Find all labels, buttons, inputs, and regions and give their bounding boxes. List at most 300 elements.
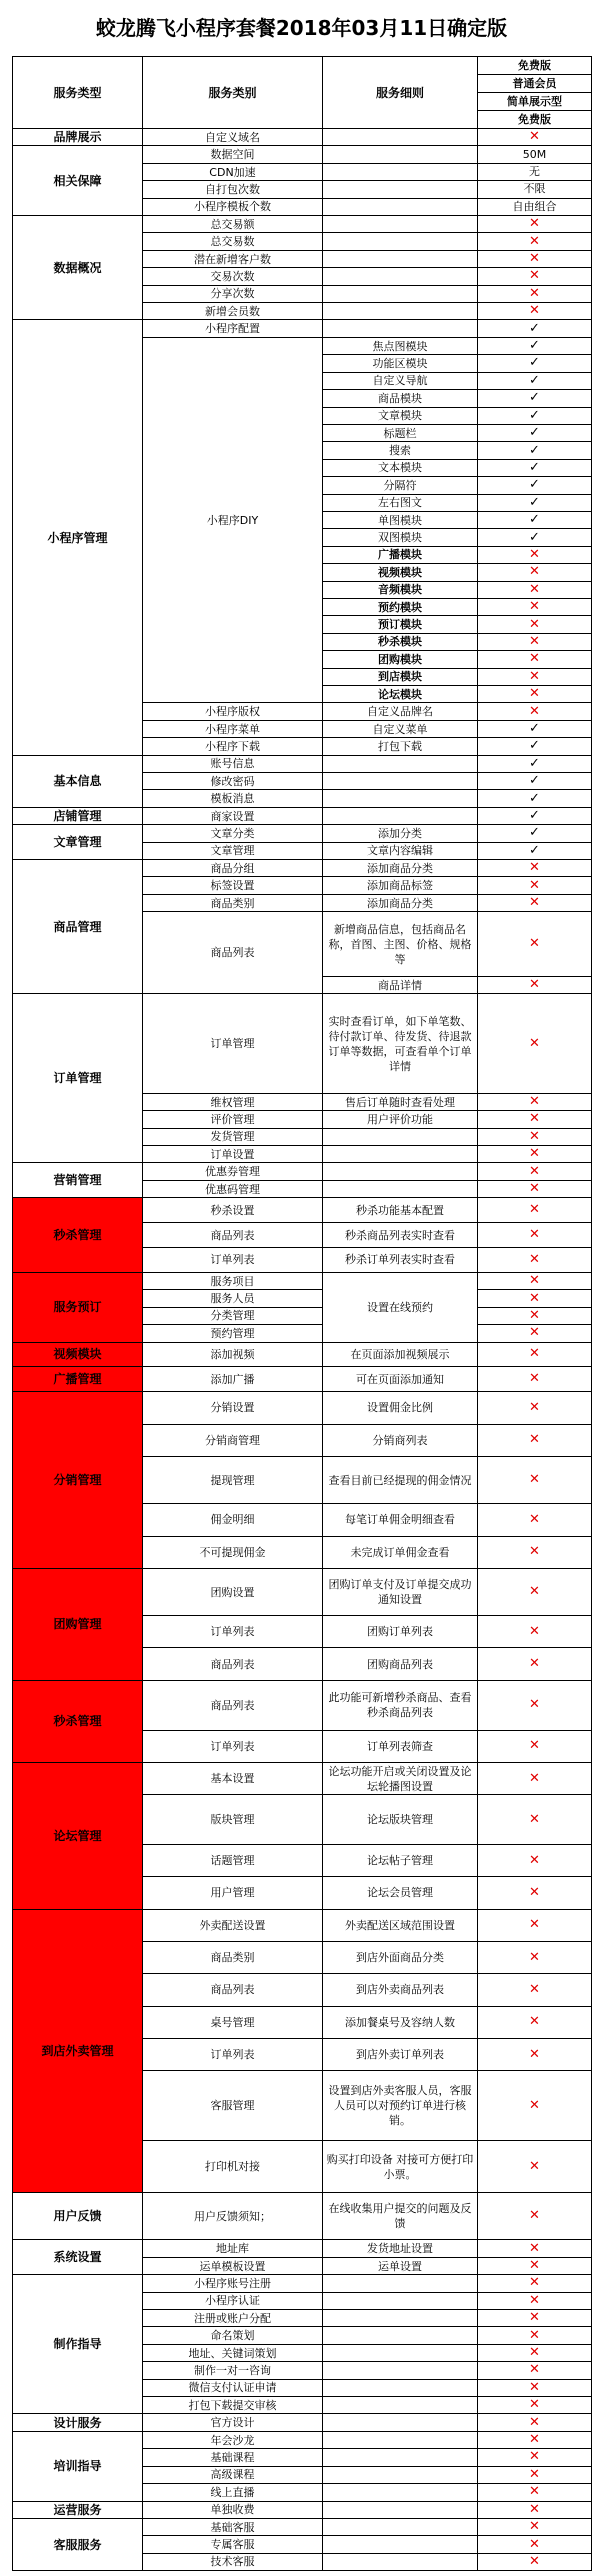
service-type-cell: 品牌展示 xyxy=(13,129,143,146)
service-detail-cell: 秒杀模块 xyxy=(323,633,478,650)
service-detail-cell: 添加商品标签 xyxy=(323,877,478,894)
service-detail-cell xyxy=(323,2449,478,2466)
service-category-cell: 添加广播 xyxy=(143,1367,323,1392)
plan-value-cell: 不限 xyxy=(478,181,592,198)
service-category-cell: 用户管理 xyxy=(143,1877,323,1909)
plan-value-cell: 50M xyxy=(478,146,592,163)
service-detail-cell: 分隔符 xyxy=(323,477,478,494)
service-detail-cell xyxy=(323,233,478,250)
service-detail-cell: 在页面添加视频展示 xyxy=(323,1342,478,1367)
cross-icon: ✕ xyxy=(478,651,592,668)
service-detail-cell: 新增商品信息，包括商品名称，首图、主图、价格、规格等 xyxy=(323,912,478,977)
service-detail-cell: 外卖配送区域范围设置 xyxy=(323,1909,478,1941)
service-detail-cell: 音频模块 xyxy=(323,581,478,598)
service-detail-cell xyxy=(323,198,478,215)
service-detail-cell: 秒杀订单列表实时查看 xyxy=(323,1248,478,1273)
cross-icon: ✕ xyxy=(478,633,592,650)
check-icon: ✓ xyxy=(478,842,592,859)
service-category-cell: 添加视频 xyxy=(143,1342,323,1367)
table-row xyxy=(13,994,592,1094)
service-type-cell: 视频模块 xyxy=(13,1342,143,1367)
table-header-row xyxy=(13,57,592,75)
service-category-cell: 商品列表 xyxy=(143,912,323,994)
service-category-cell: 小程序菜单 xyxy=(143,720,323,737)
service-detail-cell xyxy=(323,1128,478,1145)
service-category-cell: 基本设置 xyxy=(143,1762,323,1794)
service-category-cell: 预约管理 xyxy=(143,1325,323,1342)
check-icon: ✓ xyxy=(478,337,592,354)
cross-icon: ✕ xyxy=(478,2449,592,2466)
header-service-type: 服务类型 xyxy=(13,57,143,129)
service-category-cell: 制作一对一咨询 xyxy=(143,2362,323,2379)
service-detail-cell xyxy=(323,285,478,302)
service-category-cell: 地址库 xyxy=(143,2240,323,2257)
service-category-cell: 地址、关键词策划 xyxy=(143,2344,323,2361)
service-category-cell: 订单列表 xyxy=(143,2038,323,2070)
service-detail-cell: 论坛会员管理 xyxy=(323,1877,478,1909)
service-detail-cell xyxy=(323,268,478,285)
service-type-cell: 小程序管理 xyxy=(13,320,143,755)
plan-value-cell: 自由组合 xyxy=(478,198,592,215)
check-icon: ✓ xyxy=(478,424,592,441)
service-category-cell: 优惠券管理 xyxy=(143,1163,323,1180)
service-type-cell: 客服服务 xyxy=(13,2518,143,2570)
service-type-cell: 论坛管理 xyxy=(13,1762,143,1909)
service-detail-cell: 商品模块 xyxy=(323,390,478,407)
table-row xyxy=(13,2431,592,2448)
cross-icon: ✕ xyxy=(478,285,592,302)
service-detail-cell: 订单列表筛查 xyxy=(323,1730,478,1762)
service-type-cell: 运营服务 xyxy=(13,2501,143,2518)
service-category-cell: 修改密码 xyxy=(143,773,323,790)
table-row xyxy=(13,1367,592,1392)
service-detail-cell: 设置佣金比例 xyxy=(323,1392,478,1424)
service-detail-cell: 添加分类 xyxy=(323,825,478,842)
service-detail-cell xyxy=(323,1146,478,1163)
cross-icon: ✕ xyxy=(478,976,592,993)
header-plan: 免费版 xyxy=(478,57,592,75)
service-detail-cell: 焦点图模块 xyxy=(323,337,478,354)
service-category-cell: 桌号管理 xyxy=(143,2006,323,2038)
cross-icon: ✕ xyxy=(478,1180,592,1197)
cross-icon: ✕ xyxy=(478,2275,592,2292)
table-row xyxy=(13,2501,592,2518)
service-category-cell: 小程序DIY xyxy=(143,337,323,703)
service-detail-cell: 文章模块 xyxy=(323,407,478,424)
cross-icon: ✕ xyxy=(478,546,592,563)
check-icon: ✓ xyxy=(478,755,592,772)
page-title: 蛟龙腾飞小程序套餐2018年03月11日确定版 xyxy=(95,16,508,40)
service-category-cell: 评价管理 xyxy=(143,1111,323,1128)
cross-icon: ✕ xyxy=(478,877,592,894)
service-detail-cell: 论坛功能开启或关闭设置及论坛轮播图设置 xyxy=(323,1762,478,1794)
service-detail-cell: 自定义导航 xyxy=(323,372,478,389)
service-category-cell: 小程序认证 xyxy=(143,2292,323,2309)
check-icon: ✓ xyxy=(478,738,592,755)
service-detail-cell xyxy=(323,755,478,772)
service-detail-cell: 到店外卖商品列表 xyxy=(323,1974,478,2006)
service-detail-cell: 实时查看订单，如下单笔数、待付款订单、待发货、待退款订单等数据，可查看单个订单详情 xyxy=(323,994,478,1094)
cross-icon: ✕ xyxy=(478,2140,592,2192)
service-category-cell: 商品列表 xyxy=(143,1223,323,1248)
service-category-cell: 基础课程 xyxy=(143,2449,323,2466)
service-detail-cell xyxy=(323,2292,478,2309)
service-category-cell: 不可提现佣金 xyxy=(143,1536,323,1568)
cross-icon: ✕ xyxy=(478,1762,592,1794)
service-detail-cell: 单图模块 xyxy=(323,511,478,528)
check-icon: ✓ xyxy=(478,720,592,737)
service-detail-cell: 到店模块 xyxy=(323,668,478,685)
service-detail-cell: 秒杀商品列表实时查看 xyxy=(323,1223,478,1248)
service-detail-cell: 团购模块 xyxy=(323,651,478,668)
cross-icon: ✕ xyxy=(478,1198,592,1223)
cross-icon: ✕ xyxy=(478,1248,592,1273)
cross-icon: ✕ xyxy=(478,564,592,581)
service-type-cell: 秒杀管理 xyxy=(13,1198,143,1273)
cross-icon: ✕ xyxy=(478,2397,592,2414)
table-row xyxy=(13,1198,592,1223)
service-category-cell: 商家设置 xyxy=(143,807,323,824)
cross-icon: ✕ xyxy=(478,129,592,146)
service-detail-cell: 添加商品分类 xyxy=(323,894,478,911)
cross-icon: ✕ xyxy=(478,2071,592,2141)
service-type-cell: 到店外卖管理 xyxy=(13,1909,143,2193)
service-category-cell: 打包下载提交审核 xyxy=(143,2397,323,2414)
service-detail-cell: 预订模块 xyxy=(323,616,478,633)
service-category-cell: 佣金明细 xyxy=(143,1504,323,1536)
service-category-cell: 小程序下载 xyxy=(143,738,323,755)
service-detail-cell: 论坛模块 xyxy=(323,686,478,703)
service-category-cell: 服务人员 xyxy=(143,1290,323,1307)
cross-icon: ✕ xyxy=(478,2501,592,2518)
service-detail-cell: 预约模块 xyxy=(323,598,478,615)
cross-icon: ✕ xyxy=(478,1223,592,1248)
service-category-cell: 话题管理 xyxy=(143,1844,323,1876)
service-detail-cell: 未完成订单佣金查看 xyxy=(323,1536,478,1568)
check-icon: ✓ xyxy=(478,825,592,842)
service-category-cell: 线上直播 xyxy=(143,2484,323,2501)
service-detail-cell xyxy=(323,2466,478,2483)
header-plan: 简单展示型 xyxy=(478,93,592,111)
cross-icon: ✕ xyxy=(478,268,592,285)
service-detail-cell xyxy=(323,790,478,807)
cross-icon: ✕ xyxy=(478,668,592,685)
cross-icon: ✕ xyxy=(478,1648,592,1680)
service-detail-cell: 商品详情 xyxy=(323,976,478,993)
service-detail-cell xyxy=(323,2431,478,2448)
service-detail-cell: 论坛版块管理 xyxy=(323,1795,478,1845)
service-category-cell: 订单管理 xyxy=(143,994,323,1094)
cross-icon: ✕ xyxy=(478,1424,592,1456)
cross-icon: ✕ xyxy=(478,1616,592,1648)
cross-icon: ✕ xyxy=(478,912,592,977)
cross-icon: ✕ xyxy=(478,2466,592,2483)
cross-icon: ✕ xyxy=(478,2006,592,2038)
service-category-cell: 秒杀设置 xyxy=(143,1198,323,1223)
service-category-cell: 订单列表 xyxy=(143,1616,323,1648)
service-detail-cell xyxy=(323,2397,478,2414)
service-category-cell: 小程序配置 xyxy=(143,320,323,337)
table-row xyxy=(13,1568,592,1615)
service-category-cell: 运单模板设置 xyxy=(143,2257,323,2274)
cross-icon: ✕ xyxy=(478,1342,592,1367)
service-category-cell: 订单设置 xyxy=(143,1146,323,1163)
service-detail-cell: 广播模块 xyxy=(323,546,478,563)
check-icon: ✓ xyxy=(478,372,592,389)
service-category-cell: 文章分类 xyxy=(143,825,323,842)
table-row xyxy=(13,2414,592,2431)
service-detail-cell xyxy=(323,2553,478,2570)
service-detail-cell: 此功能可新增秒杀商品、查看秒杀商品列表 xyxy=(323,1680,478,1730)
service-detail-cell xyxy=(323,2484,478,2501)
service-detail-cell: 论坛帖子管理 xyxy=(323,1844,478,1876)
check-icon: ✓ xyxy=(478,355,592,372)
cross-icon: ✕ xyxy=(478,250,592,267)
cross-icon: ✕ xyxy=(478,2038,592,2070)
table-row xyxy=(13,1762,592,1794)
check-icon: ✓ xyxy=(478,407,592,424)
check-icon: ✓ xyxy=(478,807,592,824)
service-detail-cell xyxy=(323,2414,478,2431)
cross-icon: ✕ xyxy=(478,581,592,598)
service-type-cell: 商品管理 xyxy=(13,860,143,994)
service-category-cell: 自打包次数 xyxy=(143,181,323,198)
service-category-cell: 小程序版权 xyxy=(143,703,323,720)
service-detail-cell: 添加餐桌号及容纳人数 xyxy=(323,2006,478,2038)
check-icon: ✓ xyxy=(478,320,592,337)
service-category-cell: 订单列表 xyxy=(143,1248,323,1273)
service-category-cell: 技术客服 xyxy=(143,2553,323,2570)
service-detail-cell xyxy=(323,250,478,267)
cross-icon: ✕ xyxy=(478,616,592,633)
service-category-cell: 分销商管理 xyxy=(143,1424,323,1456)
service-category-cell: 提现管理 xyxy=(143,1456,323,1503)
table-row xyxy=(13,320,592,337)
cross-icon: ✕ xyxy=(478,2518,592,2535)
plan-value-cell: 无 xyxy=(478,163,592,180)
check-icon: ✓ xyxy=(478,773,592,790)
service-category-cell: 客服管理 xyxy=(143,2071,323,2141)
service-detail-cell xyxy=(323,2362,478,2379)
cross-icon: ✕ xyxy=(478,2292,592,2309)
check-icon: ✓ xyxy=(478,459,592,476)
service-detail-cell xyxy=(323,773,478,790)
service-type-cell: 设计服务 xyxy=(13,2414,143,2431)
service-detail-cell: 左右图文 xyxy=(323,494,478,511)
header-service-detail: 服务细则 xyxy=(323,57,478,129)
service-type-cell: 分销管理 xyxy=(13,1392,143,1569)
service-category-cell: 团购设置 xyxy=(143,1568,323,1615)
service-category-cell: 服务项目 xyxy=(143,1272,323,1289)
service-type-cell: 相关保障 xyxy=(13,146,143,216)
cross-icon: ✕ xyxy=(478,1392,592,1424)
cross-icon: ✕ xyxy=(478,1844,592,1876)
cross-icon: ✕ xyxy=(478,233,592,250)
service-detail-cell: 到店外卖订单列表 xyxy=(323,2038,478,2070)
service-category-cell: 商品分组 xyxy=(143,860,323,877)
service-category-cell: 外卖配送设置 xyxy=(143,1909,323,1941)
service-category-cell: 打印机对接 xyxy=(143,2140,323,2192)
cross-icon: ✕ xyxy=(478,303,592,320)
service-detail-cell xyxy=(323,2310,478,2327)
service-type-cell: 服务预订 xyxy=(13,1272,143,1342)
cross-icon: ✕ xyxy=(478,1093,592,1110)
cross-icon: ✕ xyxy=(478,1680,592,1730)
service-category-cell: 高级课程 xyxy=(143,2466,323,2483)
service-category-cell: 用户反馈须知； xyxy=(143,2193,323,2240)
cross-icon: ✕ xyxy=(478,1504,592,1536)
cross-icon: ✕ xyxy=(478,1307,592,1324)
service-category-cell: 优惠码管理 xyxy=(143,1180,323,1197)
service-detail-cell xyxy=(323,2275,478,2292)
service-category-cell: 商品列表 xyxy=(143,1680,323,1730)
service-detail-cell xyxy=(323,146,478,163)
cross-icon: ✕ xyxy=(478,1272,592,1289)
service-detail-cell xyxy=(323,320,478,337)
package-table-body xyxy=(13,57,592,2571)
service-detail-cell: 标题栏 xyxy=(323,424,478,441)
cross-icon: ✕ xyxy=(478,2484,592,2501)
service-category-cell: 分享次数 xyxy=(143,285,323,302)
service-detail-cell xyxy=(323,2536,478,2553)
table-row xyxy=(13,825,592,842)
service-detail-cell: 视频模块 xyxy=(323,564,478,581)
service-detail-cell xyxy=(323,163,478,180)
service-detail-cell: 购买打印设备 对接可方便打印小票。 xyxy=(323,2140,478,2192)
service-detail-cell: 双图模块 xyxy=(323,529,478,546)
service-category-cell: 小程序账号注册 xyxy=(143,2275,323,2292)
cross-icon: ✕ xyxy=(478,2553,592,2570)
package-table xyxy=(12,56,592,2571)
service-detail-cell xyxy=(323,2501,478,2518)
service-category-cell: 潜在新增客户数 xyxy=(143,250,323,267)
service-category-cell: 账号信息 xyxy=(143,755,323,772)
service-detail-cell xyxy=(323,181,478,198)
cross-icon: ✕ xyxy=(478,2327,592,2344)
table-row xyxy=(13,216,592,233)
check-icon: ✓ xyxy=(478,477,592,494)
cross-icon: ✕ xyxy=(478,686,592,703)
service-category-cell: CDN加速 xyxy=(143,163,323,180)
cross-icon: ✕ xyxy=(478,1909,592,1941)
service-detail-cell: 自定义菜单 xyxy=(323,720,478,737)
cross-icon: ✕ xyxy=(478,1536,592,1568)
table-row xyxy=(13,860,592,877)
service-detail-cell: 每笔订单佣金明细查看 xyxy=(323,1504,478,1536)
service-category-cell: 注册或账户分配 xyxy=(143,2310,323,2327)
service-type-cell: 培训指导 xyxy=(13,2431,143,2501)
cross-icon: ✕ xyxy=(478,1974,592,2006)
service-category-cell: 命名策划 xyxy=(143,2327,323,2344)
service-category-cell: 专属客服 xyxy=(143,2536,323,2553)
service-category-cell: 官方设计 xyxy=(143,2414,323,2431)
service-type-cell: 营销管理 xyxy=(13,1163,143,1198)
cross-icon: ✕ xyxy=(478,2431,592,2448)
service-detail-cell: 团购订单支付及订单提交成功通知设置 xyxy=(323,1568,478,1615)
service-type-cell: 数据概况 xyxy=(13,216,143,320)
table-row xyxy=(13,1342,592,1367)
service-detail-cell: 功能区模块 xyxy=(323,355,478,372)
service-category-cell: 版块管理 xyxy=(143,1795,323,1845)
service-detail-cell: 秒杀功能基本配置 xyxy=(323,1198,478,1223)
service-category-cell: 模板消息 xyxy=(143,790,323,807)
service-category-cell: 新增会员数 xyxy=(143,303,323,320)
service-category-cell: 分类管理 xyxy=(143,1307,323,1324)
table-row xyxy=(13,807,592,824)
service-detail-cell xyxy=(323,1180,478,1197)
cross-icon: ✕ xyxy=(478,2344,592,2361)
cross-icon: ✕ xyxy=(478,1456,592,1503)
cross-icon: ✕ xyxy=(478,1325,592,1342)
service-category-cell: 文章管理 xyxy=(143,842,323,859)
service-detail-cell xyxy=(323,303,478,320)
service-category-cell: 维权管理 xyxy=(143,1093,323,1110)
cross-icon: ✕ xyxy=(478,1290,592,1307)
cross-icon: ✕ xyxy=(478,1730,592,1762)
table-row xyxy=(13,1272,592,1289)
service-category-cell: 数据空间 xyxy=(143,146,323,163)
service-detail-cell: 团购订单列表 xyxy=(323,1616,478,1648)
table-row xyxy=(13,129,592,146)
service-category-cell: 单独收费 xyxy=(143,2501,323,2518)
service-type-cell: 文章管理 xyxy=(13,825,143,860)
service-detail-cell xyxy=(323,2379,478,2396)
cross-icon: ✕ xyxy=(478,598,592,615)
service-detail-cell: 添加商品分类 xyxy=(323,860,478,877)
service-detail-cell: 查看目前已经提现的佣金情况 xyxy=(323,1456,478,1503)
service-detail-cell xyxy=(323,807,478,824)
table-row xyxy=(13,2275,592,2292)
service-detail-cell: 到店外面商品分类 xyxy=(323,1941,478,1973)
service-category-cell: 商品列表 xyxy=(143,1648,323,1680)
check-icon: ✓ xyxy=(478,529,592,546)
service-detail-cell: 在线收集用户提交的问题及反馈 xyxy=(323,2193,478,2240)
service-category-cell: 自定义域名 xyxy=(143,129,323,146)
service-type-cell: 用户反馈 xyxy=(13,2193,143,2240)
table-row xyxy=(13,2518,592,2535)
service-detail-cell: 售后订单随时查看处理 xyxy=(323,1093,478,1110)
service-detail-cell: 团购商品列表 xyxy=(323,1648,478,1680)
service-category-cell: 小程序模板个数 xyxy=(143,198,323,215)
cross-icon: ✕ xyxy=(478,2536,592,2553)
service-detail-cell xyxy=(323,2518,478,2535)
service-detail-cell: 自定义品牌名 xyxy=(323,703,478,720)
cross-icon: ✕ xyxy=(478,994,592,1094)
table-row xyxy=(13,2240,592,2257)
cross-icon: ✕ xyxy=(478,1163,592,1180)
service-detail-cell: 设置到店外卖客服人员，客服人员可以对预约订单进行核销。 xyxy=(323,2071,478,2141)
service-detail-cell: 打包下载 xyxy=(323,738,478,755)
cross-icon: ✕ xyxy=(478,860,592,877)
service-detail-cell xyxy=(323,1163,478,1180)
table-row xyxy=(13,1392,592,1424)
service-type-cell: 基本信息 xyxy=(13,755,143,807)
header-plan: 免费版 xyxy=(478,111,592,129)
table-row xyxy=(13,755,592,772)
cross-icon: ✕ xyxy=(478,894,592,911)
table-row xyxy=(13,1163,592,1180)
service-detail-cell xyxy=(323,2327,478,2344)
service-category-cell: 分销设置 xyxy=(143,1392,323,1424)
cross-icon: ✕ xyxy=(478,703,592,720)
table-row xyxy=(13,1680,592,1730)
header-plan: 普通会员 xyxy=(478,75,592,93)
cross-icon: ✕ xyxy=(478,1795,592,1845)
service-category-cell: 商品类别 xyxy=(143,894,323,911)
service-detail-cell: 运单设置 xyxy=(323,2257,478,2274)
cross-icon: ✕ xyxy=(478,1128,592,1145)
service-detail-cell xyxy=(323,216,478,233)
